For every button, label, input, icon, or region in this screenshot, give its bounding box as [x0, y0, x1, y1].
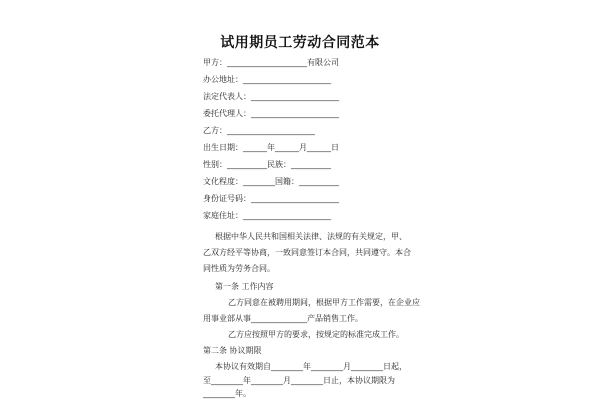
intro-line-2: 乙双方经平等协商，一致同意签订本合同，共同遵守。本合 — [203, 248, 411, 257]
education-nationality-field: 文化程度：________国籍：__________ — [203, 177, 339, 186]
article-2-line-3: ________年。 — [203, 389, 251, 398]
office-address-field: 办公地址：______________________ — [203, 75, 331, 84]
party-a-field: 甲方：____________________有限公司 — [203, 58, 339, 67]
intro-line-3: 同性质为劳务合同。 — [203, 264, 275, 273]
party-b-field: 乙方：______________________ — [203, 126, 315, 135]
legal-rep-field: 法定代表人：______________________ — [203, 92, 339, 101]
article-1-line-2: 用事业部从事______________产品销售工作。 — [203, 314, 363, 323]
birth-date-field: 出生日期：______年______月______日 — [203, 143, 339, 152]
article-1-line-1: 乙方同意在被聘用期间，根据甲方工作需要，在企业应 — [228, 298, 420, 307]
id-number-field: 身份证号码：______________________ — [203, 194, 339, 203]
contract-title: 试用期员工劳动合同范本 — [220, 35, 380, 51]
article-1-line-3: 乙方应按照甲方的要求，按规定的标准完成工作。 — [228, 330, 404, 339]
article-1-heading: 第一条 工作内容 — [215, 282, 274, 291]
article-2-line-2: 至________年________月________日止，本协议期限为 — [203, 376, 395, 385]
gender-ethnicity-field: 性别：__________民族：__________ — [203, 160, 331, 169]
article-2-line-1: 本协议有效期自________年________月________日起， — [215, 362, 407, 371]
agent-field: 委托代理人：______________________ — [203, 109, 339, 118]
home-address-field: 家庭住址：______________________ — [203, 211, 331, 220]
article-2-heading: 第二条 协议期限 — [203, 346, 262, 355]
intro-line-1: 根据中华人民共和国相关法律、法规的有关规定，甲、 — [215, 232, 407, 241]
